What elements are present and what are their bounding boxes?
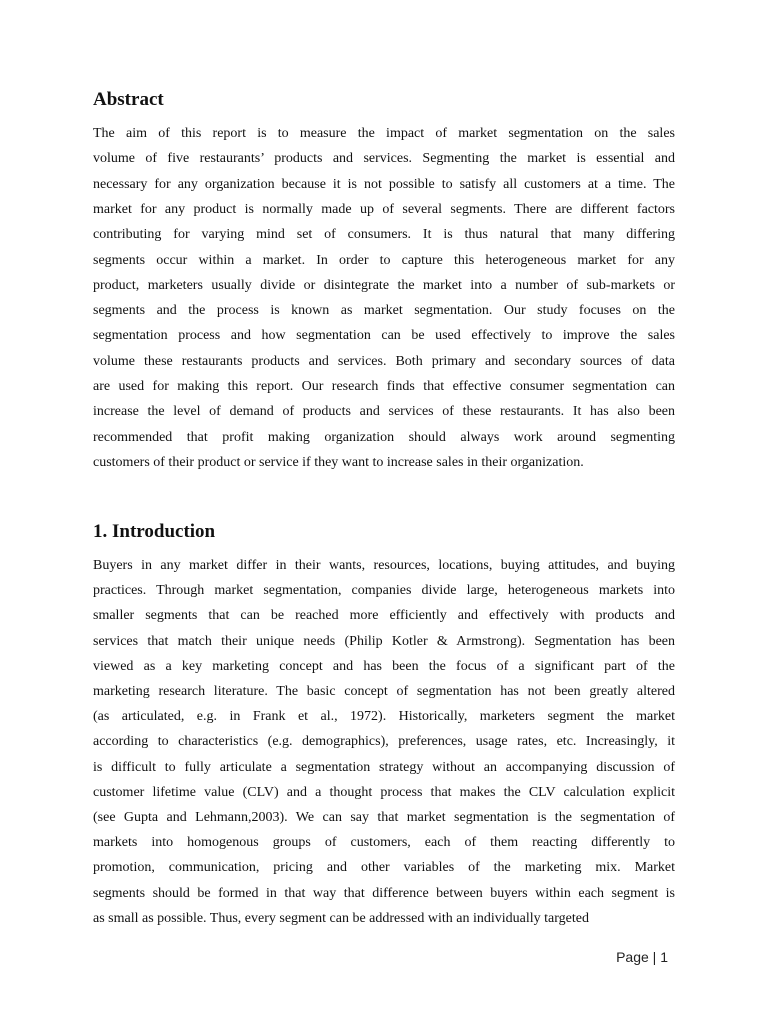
- text-line: The aim of this report is to measure the impact of market segmentation on the sales: [93, 126, 675, 141]
- text-line: contributing for varying mind set of consumers. It is thus natural that many differing: [93, 227, 675, 243]
- text-line: markets into homogenous groups of customers, each of them reacting differently to: [93, 835, 675, 851]
- text-line: are used for making this report. Our research finds that effective consumer segmentation can: [93, 379, 675, 394]
- page-number: Page | 1: [616, 949, 668, 965]
- text-line: practices. Through market segmentation, companies divide large, heterogeneous markets into: [93, 583, 675, 599]
- text-line: as small as possible. Thus, every segment can be addressed with an individually targeted: [93, 910, 589, 926]
- text-line: volume these restaurants products and services. Both primary and secondary sources of data: [93, 353, 675, 369]
- text-line: customer lifetime value (CLV) and a thought process that makes the CLV calculation explicit: [93, 784, 675, 800]
- text-line: Buyers in any market differ in their wants, resources, locations, buying attitudes, and buying: [93, 558, 675, 573]
- text-line: services that match their unique needs (Philip Kotler & Armstrong). Segmentation has been: [93, 633, 675, 649]
- text-line: viewed as a key marketing concept and has been the focus of a significant part of the: [93, 658, 675, 674]
- text-line: (as articulated, e.g. in Frank et al., 1972). Historically, marketers segment the market: [93, 709, 675, 725]
- text-line: product, marketers usually divide or disintegrate the market into a number of sub-markets or: [93, 277, 675, 293]
- text-line: recommended that profit making organization should always work around segmenting: [93, 429, 675, 445]
- abstract-heading: Abstract: [93, 89, 164, 110]
- introduction-heading: 1. Introduction: [93, 521, 216, 542]
- text-line: marketing research literature. The basic concept of segmentation has not been greatly altered: [93, 684, 675, 699]
- text-line: promotion, communication, pricing and other variables of the marketing mix. Market: [93, 860, 675, 876]
- text-line: (see Gupta and Lehmann,2003). We can say that market segmentation is the segmentation of: [93, 810, 675, 825]
- text-line: segments occur within a market. In order to capture this heterogeneous market for any: [93, 252, 675, 268]
- text-line: increase the level of demand of products and services of these restaurants. It has also been: [93, 404, 675, 420]
- text-line: market for any product is normally made up of several segments. There are different factors: [93, 201, 675, 217]
- text-line: smaller segments that can be reached more efficiently and effectively with products and: [93, 608, 675, 624]
- text-line: necessary for any organization because it is not possible to satisfy all customers at a time. The: [93, 176, 675, 192]
- text-line: segments should be formed in that way that difference between buyers within each segment is: [93, 885, 675, 901]
- text-line: customers of their product or service if they want to increase sales in their organization.: [93, 454, 584, 470]
- text-line: segmentation process and how segmentation can be used effectively to improve the sales: [93, 328, 675, 344]
- text-line: is difficult to fully articulate a segmentation strategy without an accompanying discussion of: [93, 759, 675, 775]
- text-line: volume of five restaurants’ products and services. Segmenting the market is essential and: [93, 151, 675, 167]
- text-line: according to characteristics (e.g. demographics), preferences, usage rates, etc. Increasingly, it: [93, 734, 675, 750]
- text-line: segments and the process is known as market segmentation. Our study focuses on the: [93, 303, 675, 319]
